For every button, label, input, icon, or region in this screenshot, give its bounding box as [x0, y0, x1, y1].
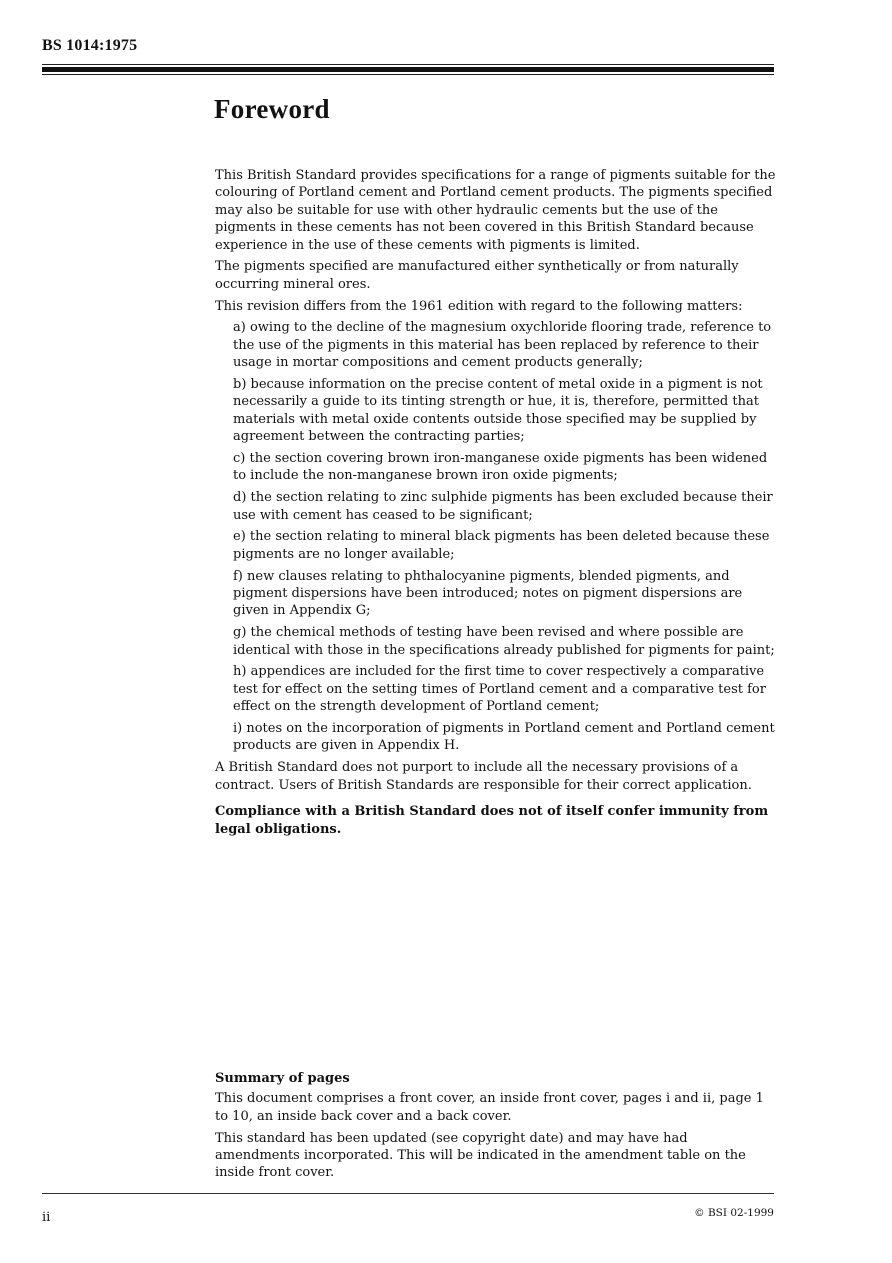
- intro-paragraph: This British Standard provides specifications for a range of pigments suitable for the colouring of Portland cement and Portland cement products. The pigments specified may also be suitable for use with other hydraulic cements but the use of the pigments in these cements has not been covered in this British Standard because experience in the use of these cements with pigments is limited.: [215, 168, 776, 253]
- list-item: g) the chemical methods of testing have been revised and where possible are identical with those in the specifications already published for pigments for paint;: [233, 625, 775, 658]
- revision-changes-list: [215, 319, 780, 754]
- list-item: h) appendices are included for the first time to cover respectively a comparative test for effect on the setting times of Portland cement and a comparative test for effect on the strength development of Portland cement;: [233, 664, 766, 715]
- compliance-statement: Compliance with a British Standard does not of itself confer immunity from legal obligations.: [215, 804, 769, 837]
- header-rule-thick: [42, 67, 774, 72]
- list-item: a) owing to the decline of the magnesium oxychloride flooring trade, reference to the use of the pigments in this material has been replaced by reference to their usage in mortar compositions and cement products generally;: [233, 320, 772, 371]
- list-item: c) the section covering brown iron-manganese oxide pigments has been widened to include the non-manganese brown iron oxide pigments;: [233, 451, 768, 484]
- header-rule-thin-lower: [42, 74, 774, 75]
- list-item: b) because information on the precise content of metal oxide in a pigment is not necessarily a guide to its tinting strength or hue, it is, therefore, permitted that materials with metal oxide contents outside those specified may be supplied by agreement between the contracting parties;: [233, 377, 763, 445]
- copyright-notice: © BSI 02-1999: [694, 1207, 774, 1219]
- list-item: e) the section relating to mineral black pigments has been deleted because these pigments are no longer available;: [233, 529, 770, 562]
- summary-of-pages: [215, 1070, 775, 1186]
- manufacture-paragraph: The pigments specified are manufactured either synthetically or from naturally occurring mineral ores.: [215, 259, 739, 292]
- summary-paragraph: This document comprises a front cover, an inside front cover, pages i and ii, page 1 to 10, an inside back cover and a back cover.: [215, 1091, 764, 1124]
- footer-rule: [42, 1193, 774, 1194]
- list-item: d) the section relating to zinc sulphide pigments has been excluded because their use with cement has ceased to be significant;: [233, 490, 773, 523]
- document-standard-id: BS 1014:1975: [42, 37, 138, 54]
- summary-paragraph: This standard has been updated (see copyright date) and may have had amendments incorporated. This will be indicated in the amendment table on the inside front cover.: [215, 1130, 746, 1181]
- list-item: i) notes on the incorporation of pigments in Portland cement and Portland cement products are given in Appendix H.: [233, 721, 775, 754]
- summary-heading: Summary of pages: [215, 1071, 350, 1086]
- disclaimer-paragraph: A British Standard does not purport to include all the necessary provisions of a contract. Users of British Standards are responsible for their correct application.: [215, 760, 752, 793]
- page-number: ii: [42, 1210, 51, 1225]
- list-item: f) new clauses relating to phthalocyanine pigments, blended pigments, and pigment dispersions have been introduced; notes on pigment dispersions are given in Appendix G;: [233, 568, 743, 619]
- header-rule-thin: [42, 64, 774, 65]
- page-title: Foreword: [214, 94, 330, 124]
- revision-paragraph: This revision differs from the 1961 edition with regard to the following matters:: [215, 298, 743, 314]
- foreword-body: [215, 167, 780, 842]
